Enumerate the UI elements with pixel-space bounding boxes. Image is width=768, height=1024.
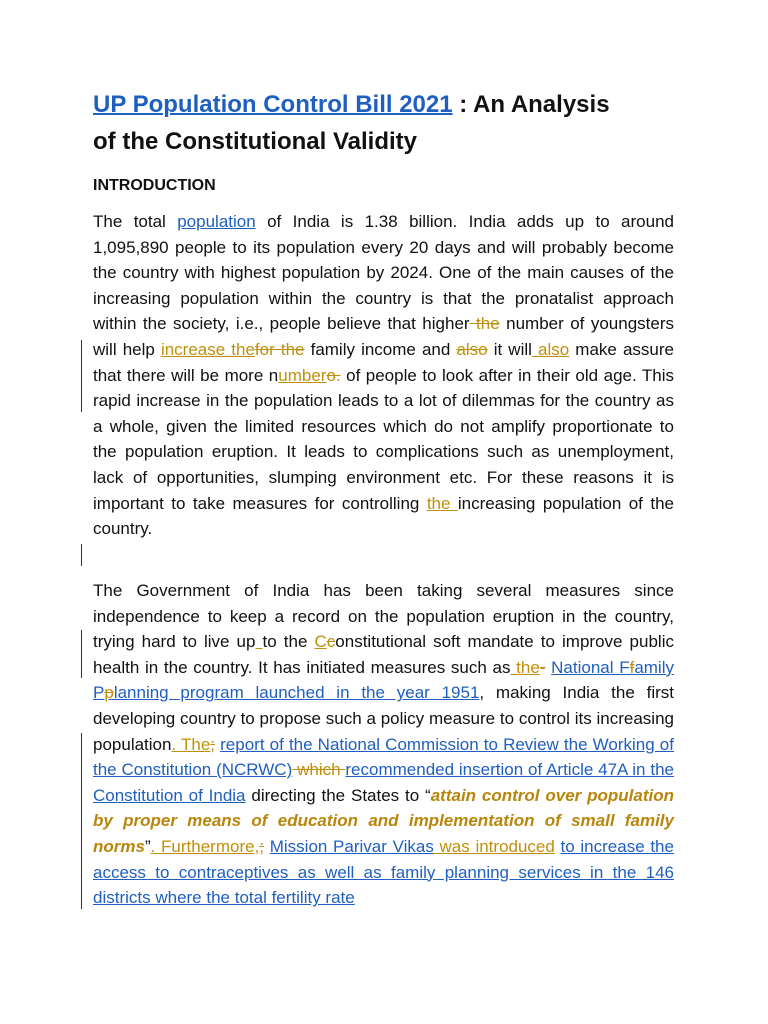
text: The total bbox=[93, 212, 178, 231]
deleted-text: which bbox=[292, 760, 346, 780]
change-bar bbox=[81, 733, 82, 909]
inserted-text: was introduced bbox=[433, 836, 555, 856]
inserted-text: . The bbox=[171, 734, 211, 754]
text: onstitutional soft mandate to improve public health in the country. It has initiated measures such as bbox=[93, 632, 674, 677]
text: family income and bbox=[304, 339, 457, 359]
deleted-text: also bbox=[456, 339, 488, 359]
text: make assure that there will be more n bbox=[93, 339, 674, 385]
mission-parivar-vikas-link[interactable]: Mission Parivar Vikas bbox=[269, 836, 434, 856]
ncrwc-report-link[interactable]: report of the National Commission to Review the Working of the Constitution (NCRWC) bbox=[93, 734, 674, 780]
text: The Government of India has been taking several measures since independence to keep a record on the population eruption in the country, trying hard to live up bbox=[93, 581, 674, 652]
text: of India is 1.38 billion. India adds up to around 1,095,890 people to its population every 20 days and will probably become the country with highest population by 2024. One of the main causes of the increasing population within the country is that the pronatalist approach within the society, i.e., people believe that higher bbox=[93, 212, 674, 334]
contraceptives-access-link[interactable]: to increase the access to contraceptives as well as family planning services in the 146 districts where the total fertility rate bbox=[93, 836, 674, 908]
intro-paragraph bbox=[93, 209, 674, 542]
inserted-text: . Furthermore, bbox=[150, 836, 260, 856]
inserted-text: also bbox=[531, 339, 570, 359]
change-bar bbox=[81, 544, 82, 566]
link-text: National F bbox=[551, 657, 630, 677]
text: it will bbox=[487, 339, 532, 359]
text: increasing population of the country. bbox=[93, 493, 674, 539]
deleted-text: ; bbox=[210, 734, 216, 754]
deleted-text: o. bbox=[326, 365, 341, 385]
document-title bbox=[93, 86, 693, 160]
government-measures-paragraph bbox=[93, 578, 674, 911]
link-text: lanning program launched in the year 1951 bbox=[113, 683, 480, 703]
change-bar bbox=[81, 340, 82, 412]
link-text: amily P bbox=[93, 657, 674, 703]
deleted-text: for the bbox=[254, 339, 305, 359]
text: directing the States to “ bbox=[245, 785, 431, 805]
text: to the bbox=[262, 632, 315, 652]
inserted-text: increase the bbox=[160, 339, 255, 359]
deleted-text: f bbox=[629, 657, 635, 677]
deleted-text: c bbox=[326, 632, 336, 652]
deleted-text: the bbox=[469, 314, 500, 334]
change-bar bbox=[81, 630, 82, 678]
text: number of youngsters will help bbox=[93, 314, 675, 359]
inserted-text bbox=[255, 632, 262, 651]
deleted-text: p bbox=[104, 683, 114, 703]
deleted-text: - bbox=[539, 657, 546, 677]
text: of people to look after in their old age. This rapid increase in the population leads to a lot of dilemmas for the country as a whole, given the limited resources which do not amplify proportionate to the population eruption. It leads to complications such as unemployment, lack of opportunities, slumping environment etc. For these reasons it is important to take measures for controlling bbox=[93, 365, 674, 513]
inserted-quote: attain control over population by proper means of education and implementation of small family norms bbox=[93, 785, 674, 856]
text: ” bbox=[144, 836, 151, 856]
deleted-text: ; bbox=[259, 836, 265, 856]
bill-title-link[interactable]: UP Population Control Bill 2021 bbox=[93, 91, 453, 118]
population-link[interactable]: population bbox=[177, 212, 256, 231]
inserted-text: the bbox=[426, 493, 458, 513]
inserted-text: C bbox=[314, 632, 327, 652]
inserted-text: umber bbox=[278, 365, 327, 385]
text: , making India the first developing country to propose such a policy measure to control its increasing population bbox=[93, 683, 674, 754]
title-rest-2: of the Constitutional Validity bbox=[93, 128, 417, 155]
article-47a-link[interactable]: recommended insertion of Article 47A in the Constitution of India bbox=[93, 760, 674, 805]
section-heading: INTRODUCTION bbox=[93, 177, 216, 194]
inserted-text: the bbox=[510, 657, 540, 677]
title-rest-1: : An Analysis bbox=[452, 91, 610, 118]
